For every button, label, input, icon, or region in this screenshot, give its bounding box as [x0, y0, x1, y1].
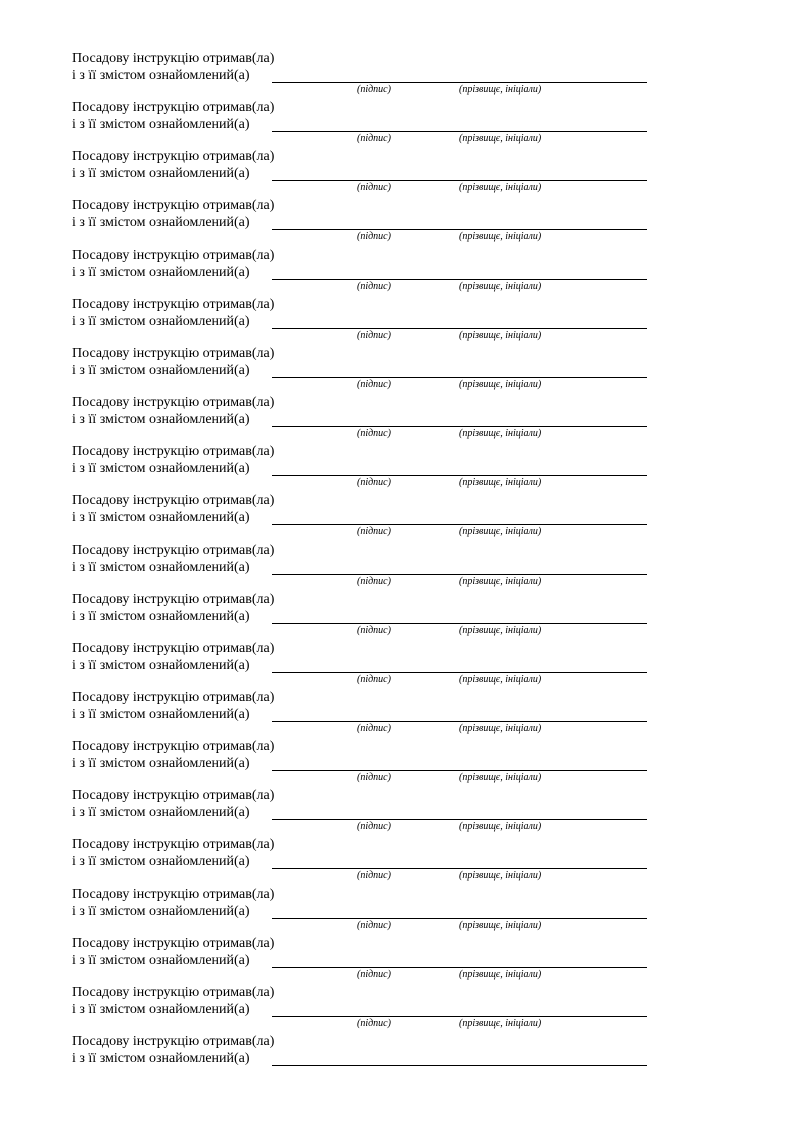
signature-entry-21 [72, 1033, 652, 1082]
name-caption: (прізвищє, ініціали) [459, 674, 542, 685]
signature-entry-15 [72, 738, 652, 787]
received-label: Посадову інструкцію отримав(ла) [72, 837, 275, 852]
signature-entry-4 [72, 197, 652, 246]
name-caption: (прізвищє, ініціали) [459, 625, 542, 636]
acknowledged-label: і з її змістом ознайомлений(а) [72, 1051, 250, 1066]
signature-caption: (підпис) [357, 821, 391, 832]
signature-entry-7 [72, 345, 652, 394]
received-label: Посадову інструкцію отримав(ла) [72, 641, 275, 656]
acknowledged-label: і з її змістом ознайомлений(а) [72, 904, 250, 919]
signature-caption: (підпис) [357, 133, 391, 144]
acknowledged-label: і з її змістом ознайомлений(а) [72, 68, 250, 83]
acknowledged-label: і з її змістом ознайомлений(а) [72, 609, 250, 624]
name-caption: (прізвищє, ініціали) [459, 1018, 542, 1029]
name-caption: (прізвищє, ініціали) [459, 428, 542, 439]
name-caption: (прізвищє, ініціали) [459, 84, 542, 95]
signature-entry-3 [72, 148, 652, 197]
signature-caption: (підпис) [357, 281, 391, 292]
signature-caption: (підпис) [357, 870, 391, 881]
signature-line[interactable] [272, 574, 647, 575]
received-label: Посадову інструкцію отримав(ла) [72, 985, 275, 1000]
acknowledged-label: і з її змістом ознайомлений(а) [72, 412, 250, 427]
signature-caption: (підпис) [357, 182, 391, 193]
name-caption: (прізвищє, ініціали) [459, 379, 542, 390]
signature-caption: (підпис) [357, 84, 391, 95]
signature-entry-18 [72, 886, 652, 935]
signature-entry-19 [72, 935, 652, 984]
signature-entry-2 [72, 99, 652, 148]
signature-caption: (підпис) [357, 330, 391, 341]
name-caption: (прізвищє, ініціали) [459, 920, 542, 931]
signature-entry-1 [72, 50, 652, 99]
signature-line[interactable] [272, 967, 647, 968]
acknowledged-label: і з її змістом ознайомлений(а) [72, 314, 250, 329]
signature-caption: (підпис) [357, 231, 391, 242]
signature-entry-5 [72, 247, 652, 296]
acknowledged-label: і з її змістом ознайомлений(а) [72, 756, 250, 771]
acknowledged-label: і з її змістом ознайомлений(а) [72, 363, 250, 378]
signature-line[interactable] [272, 672, 647, 673]
received-label: Посадову інструкцію отримав(ла) [72, 149, 275, 164]
signature-entry-6 [72, 296, 652, 345]
signature-caption: (підпис) [357, 772, 391, 783]
signature-entry-12 [72, 591, 652, 640]
acknowledged-label: і з її змістом ознайомлений(а) [72, 117, 250, 132]
signature-line[interactable] [272, 377, 647, 378]
name-caption: (прізвищє, ініціали) [459, 477, 542, 488]
received-label: Посадову інструкцію отримав(ла) [72, 1034, 275, 1049]
acknowledged-label: і з її змістом ознайомлений(а) [72, 461, 250, 476]
signature-line[interactable] [272, 721, 647, 722]
acknowledged-label: і з її змістом ознайомлений(а) [72, 805, 250, 820]
signature-line[interactable] [272, 1016, 647, 1017]
acknowledged-label: і з її змістом ознайомлений(а) [72, 1002, 250, 1017]
signature-caption: (підпис) [357, 428, 391, 439]
signature-entry-13 [72, 640, 652, 689]
received-label: Посадову інструкцію отримав(ла) [72, 248, 275, 263]
acknowledged-label: і з її змістом ознайомлений(а) [72, 658, 250, 673]
acknowledged-label: і з її змістом ознайомлений(а) [72, 854, 250, 869]
received-label: Посадову інструкцію отримав(ла) [72, 444, 275, 459]
signature-entry-10 [72, 492, 652, 541]
received-label: Посадову інструкцію отримав(ла) [72, 198, 275, 213]
signature-caption: (підпис) [357, 674, 391, 685]
signature-line[interactable] [272, 868, 647, 869]
signature-line[interactable] [272, 918, 647, 919]
signature-caption: (підпис) [357, 379, 391, 390]
signature-caption: (підпис) [357, 576, 391, 587]
signature-entry-17 [72, 836, 652, 885]
acknowledged-label: і з її змістом ознайомлений(а) [72, 215, 250, 230]
received-label: Посадову інструкцію отримав(ла) [72, 100, 275, 115]
acknowledged-label: і з її змістом ознайомлений(а) [72, 953, 250, 968]
signature-line[interactable] [272, 819, 647, 820]
name-caption: (прізвищє, ініціали) [459, 821, 542, 832]
name-caption: (прізвищє, ініціали) [459, 526, 542, 537]
received-label: Посадову інструкцію отримав(ла) [72, 51, 275, 66]
received-label: Посадову інструкцію отримав(ла) [72, 739, 275, 754]
signature-caption: (підпис) [357, 1018, 391, 1029]
received-label: Посадову інструкцію отримав(ла) [72, 543, 275, 558]
signature-line[interactable] [272, 131, 647, 132]
signature-entry-16 [72, 787, 652, 836]
name-caption: (прізвищє, ініціали) [459, 231, 542, 242]
received-label: Посадову інструкцію отримав(ла) [72, 297, 275, 312]
name-caption: (прізвищє, ініціали) [459, 182, 542, 193]
signature-caption: (підпис) [357, 477, 391, 488]
signature-line[interactable] [272, 1065, 647, 1066]
signature-entry-9 [72, 443, 652, 492]
signature-line[interactable] [272, 770, 647, 771]
name-caption: (прізвищє, ініціали) [459, 133, 542, 144]
name-caption: (прізвищє, ініціали) [459, 723, 542, 734]
signature-line[interactable] [272, 229, 647, 230]
acknowledged-label: і з її змістом ознайомлений(а) [72, 166, 250, 181]
received-label: Посадову інструкцію отримав(ла) [72, 887, 275, 902]
signature-line[interactable] [272, 623, 647, 624]
signature-line[interactable] [272, 475, 647, 476]
name-caption: (прізвищє, ініціали) [459, 969, 542, 980]
signature-line[interactable] [272, 426, 647, 427]
acknowledged-label: і з її змістом ознайомлений(а) [72, 265, 250, 280]
signature-entry-14 [72, 689, 652, 738]
acknowledged-label: і з її змістом ознайомлений(а) [72, 707, 250, 722]
received-label: Посадову інструкцію отримав(ла) [72, 493, 275, 508]
signature-caption: (підпис) [357, 723, 391, 734]
signature-line[interactable] [272, 180, 647, 181]
signature-line[interactable] [272, 328, 647, 329]
received-label: Посадову інструкцію отримав(ла) [72, 346, 275, 361]
signature-line[interactable] [272, 279, 647, 280]
received-label: Посадову інструкцію отримав(ла) [72, 936, 275, 951]
acknowledged-label: і з її змістом ознайомлений(а) [72, 560, 250, 575]
received-label: Посадову інструкцію отримав(ла) [72, 395, 275, 410]
signature-line[interactable] [272, 82, 647, 83]
name-caption: (прізвищє, ініціали) [459, 772, 542, 783]
signature-caption: (підпис) [357, 625, 391, 636]
received-label: Посадову інструкцію отримав(ла) [72, 788, 275, 803]
acknowledged-label: і з її змістом ознайомлений(а) [72, 510, 250, 525]
name-caption: (прізвищє, ініціали) [459, 281, 542, 292]
signature-entry-20 [72, 984, 652, 1033]
signature-entry-8 [72, 394, 652, 443]
signature-caption: (підпис) [357, 969, 391, 980]
signature-entry-11 [72, 542, 652, 591]
signature-line[interactable] [272, 524, 647, 525]
received-label: Посадову інструкцію отримав(ла) [72, 592, 275, 607]
received-label: Посадову інструкцію отримав(ла) [72, 690, 275, 705]
signature-caption: (підпис) [357, 526, 391, 537]
name-caption: (прізвищє, ініціали) [459, 330, 542, 341]
signature-caption: (підпис) [357, 920, 391, 931]
name-caption: (прізвищє, ініціали) [459, 870, 542, 881]
name-caption: (прізвищє, ініціали) [459, 576, 542, 587]
